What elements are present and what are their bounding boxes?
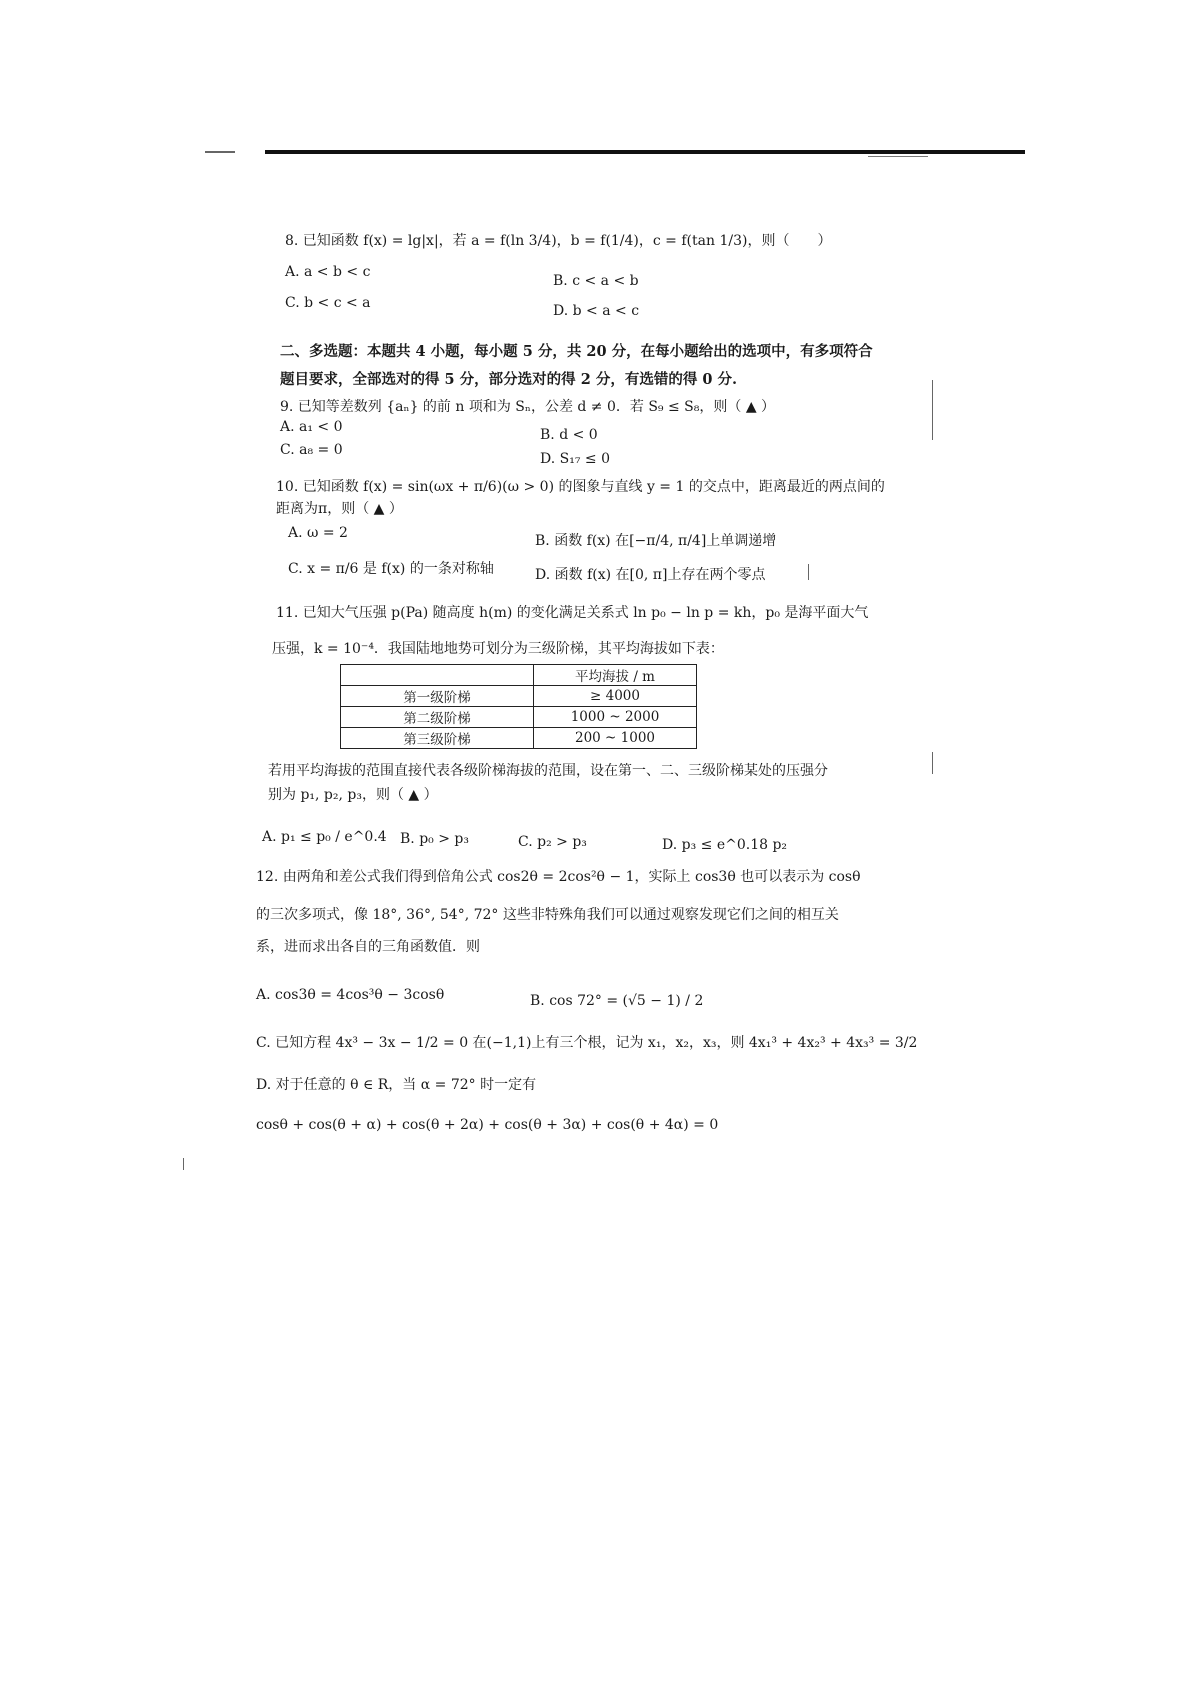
margin-scan-mark xyxy=(808,564,809,580)
q9-option-b: B. d < 0 xyxy=(540,427,598,443)
table-row xyxy=(341,686,697,707)
q11-stem-line2: 压强，k = 10⁻⁴．我国陆地地势可划分为三级阶梯，其平均海拔如下表： xyxy=(272,641,724,657)
q10-option-c: C. x = π/6 是 f(x) 的一条对称轴 xyxy=(288,561,494,577)
q8-option-c: C. b < c < a xyxy=(285,295,371,311)
q10-option-a: A. ω = 2 xyxy=(288,525,348,541)
q12-stem-line2: 的三次多项式，像 18°, 36°, 54°, 72° 这些非特殊角我们可以通过观察发现它们之间的相互关 xyxy=(256,907,839,923)
q12-option-d-formula: cosθ + cos(θ + α) + cos(θ + 2α) + cos(θ + 3α) + cos(θ + 4α) = 0 xyxy=(256,1117,719,1133)
margin-scan-mark xyxy=(932,752,933,774)
q9-option-c: C. a₈ = 0 xyxy=(280,442,343,458)
q10-stem-line1: 10. 已知函数 f(x) = sin(ωx + π/6)(ω > 0) 的图象与直线 y = 1 的交点中，距离最近的两点间的 xyxy=(276,479,885,495)
q8-option-b: B. c < a < b xyxy=(553,273,639,289)
q11-option-a: A. p₁ ≤ p₀ / e^0.4 xyxy=(262,829,387,845)
table-cell: ≥ 4000 xyxy=(534,686,697,707)
q11-option-d: D. p₃ ≤ e^0.18 p₂ xyxy=(662,837,788,853)
table-header-cell xyxy=(341,665,534,686)
q8-option-d: D. b < a < c xyxy=(553,303,640,319)
q12-stem-line1: 12. 由两角和差公式我们得到倍角公式 cos2θ = 2cos²θ − 1，实际上 cos3θ 也可以表示为 cosθ xyxy=(256,869,861,885)
table-cell: 第一级阶梯 xyxy=(341,686,534,707)
q12-option-a: A. cos3θ = 4cos³θ − 3cosθ xyxy=(256,987,445,1003)
section2-instructions-line2: 题目要求，全部选对的得 5 分，部分选对的得 2 分，有选错的得 0 分. xyxy=(280,371,738,388)
q10-option-b: B. 函数 f(x) 在[−π/4, π/4]上单调递增 xyxy=(535,533,777,549)
q8-stem: 8. 已知函数 f(x) = lg|x|，若 a = f(ln 3/4)，b = f(1/4)，c = f(tan 1/3)，则（ ） xyxy=(285,233,832,249)
q12-option-d-line1: D. 对于任意的 θ ∈ R，当 α = 72° 时一定有 xyxy=(256,1077,537,1093)
q11-after-table-line1: 若用平均海拔的范围直接代表各级阶梯海拔的范围，设在第一、二、三级阶梯某处的压强分 xyxy=(268,763,828,779)
q10-stem-line2: 距离为π，则（ ▲ ） xyxy=(276,501,403,517)
table-row xyxy=(341,728,697,749)
q9-option-d: D. S₁₇ ≤ 0 xyxy=(540,451,610,467)
header-rule-left xyxy=(205,151,235,153)
header-rule-tail xyxy=(868,156,928,157)
q11-stem-line1: 11. 已知大气压强 p(Pa) 随高度 h(m) 的变化满足关系式 ln p₀ − ln p = kh，p₀ 是海平面大气 xyxy=(276,605,869,621)
q12-option-b: B. cos 72° = (√5 − 1) / 2 xyxy=(530,993,704,1009)
q10-option-d: D. 函数 f(x) 在[0, π]上存在两个零点 xyxy=(535,567,766,583)
header-rule xyxy=(265,150,1025,154)
q12-option-c: C. 已知方程 4x³ − 3x − 1/2 = 0 在(−1,1)上有三个根，记为 x₁，x₂，x₃，则 4x₁³ + 4x₂³ + 4x₃³ = 3/2 xyxy=(256,1035,918,1051)
q8-option-a: A. a < b < c xyxy=(285,264,371,280)
table-cell: 200 ~ 1000 xyxy=(534,728,697,749)
table-cell: 第三级阶梯 xyxy=(341,728,534,749)
table-header-row xyxy=(341,665,697,686)
margin-scan-mark xyxy=(932,380,933,440)
q11-option-b: B. p₀ > p₃ xyxy=(400,831,469,847)
q9-option-a: A. a₁ < 0 xyxy=(280,419,343,435)
q12-stem-line3: 系，进而求出各自的三角函数值．则 xyxy=(256,939,480,955)
table-cell: 1000 ~ 2000 xyxy=(534,707,697,728)
table-row xyxy=(341,707,697,728)
q11-option-c: C. p₂ > p₃ xyxy=(518,834,587,850)
q9-stem: 9. 已知等差数列 {aₙ} 的前 n 项和为 Sₙ，公差 d ≠ 0．若 S₉ ≤ S₈，则（ ▲ ） xyxy=(280,399,776,415)
section2-instructions-line1: 二、多选题：本题共 4 小题，每小题 5 分，共 20 分，在每小题给出的选项中，有多项符合 xyxy=(280,343,873,360)
table-cell: 第二级阶梯 xyxy=(341,707,534,728)
q11-after-table-line2: 别为 p₁, p₂, p₃，则（ ▲ ） xyxy=(268,787,438,803)
margin-scan-mark xyxy=(183,1158,184,1170)
altitude-table xyxy=(340,664,697,749)
table-header-cell: 平均海拔 / m xyxy=(534,665,697,686)
